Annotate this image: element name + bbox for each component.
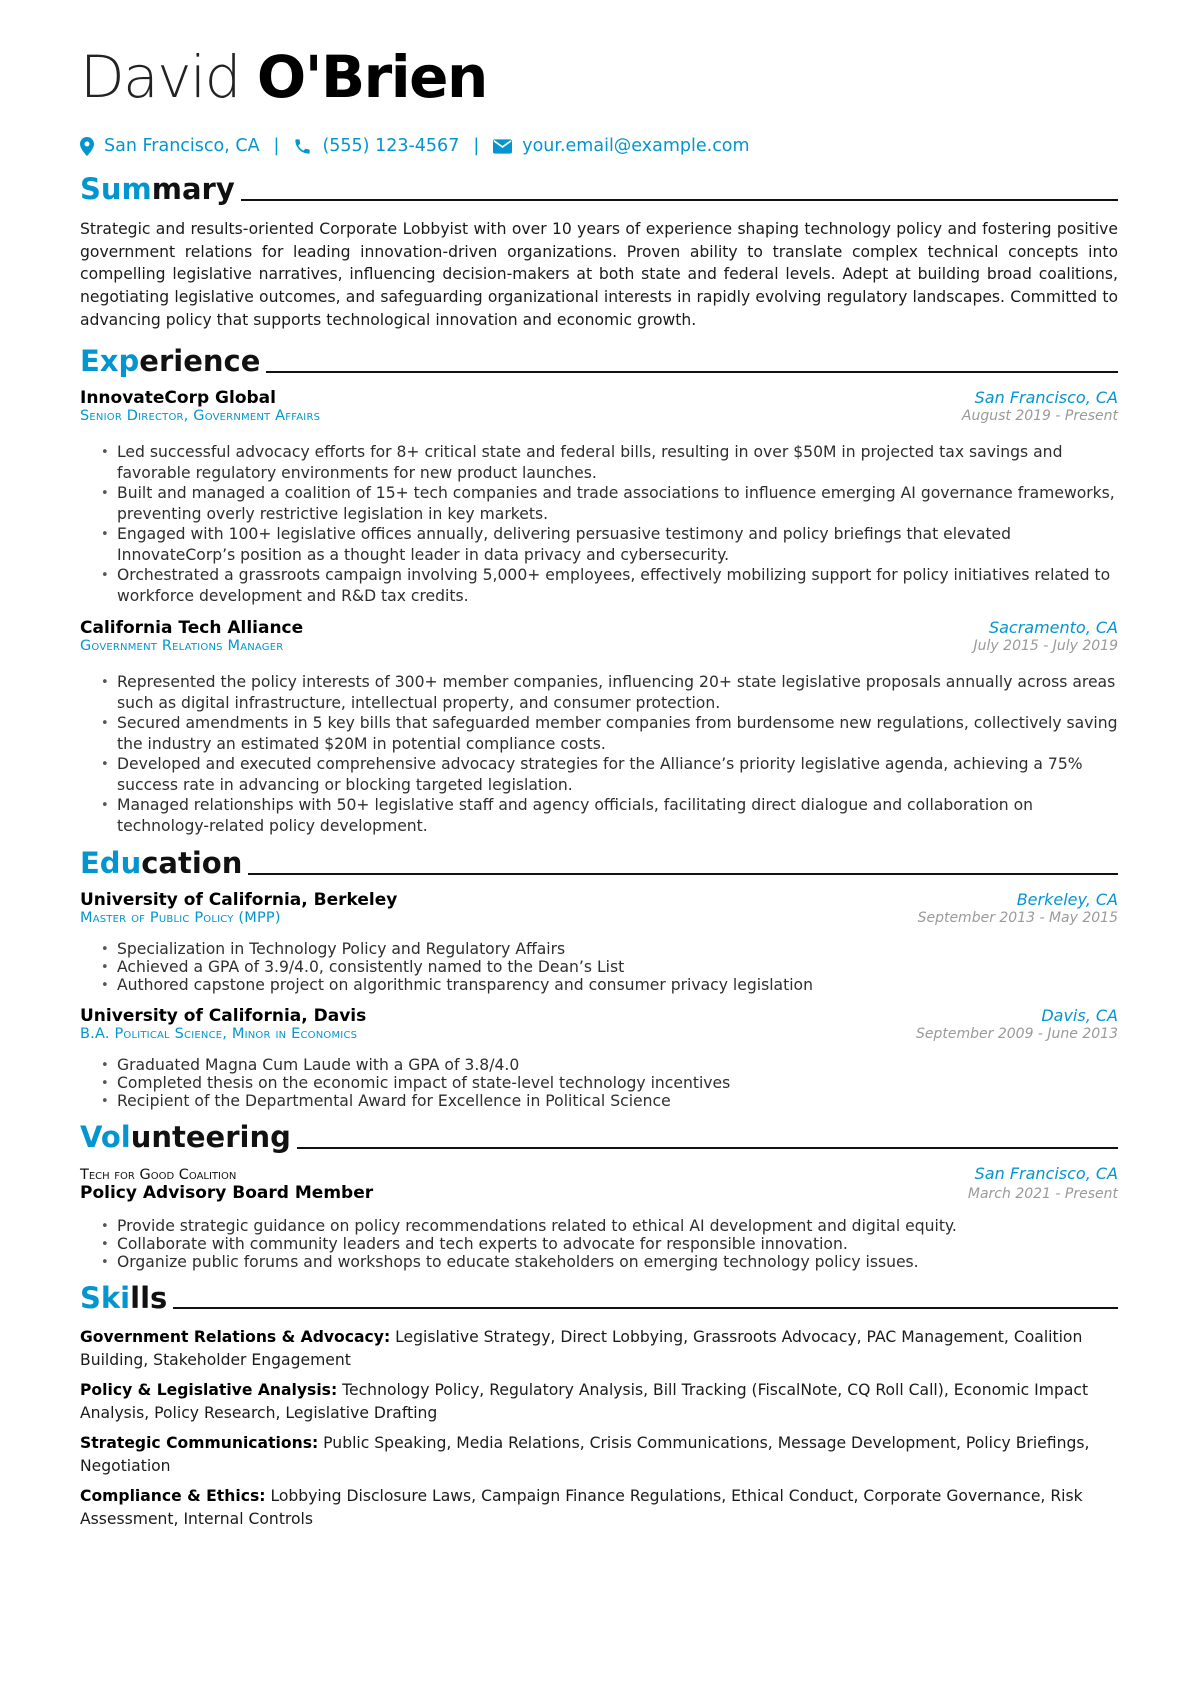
entry-location: Sacramento, CA xyxy=(988,617,1118,637)
skill-items: Public Speaking, Media Relations, Crisis Communications, Message Development, Policy Briefings, Negotiation xyxy=(80,1434,1090,1475)
section-title: Volunteering xyxy=(80,1119,291,1154)
contact-line xyxy=(80,136,1118,156)
contact-phone[interactable] xyxy=(293,136,459,156)
last-name: O'Brien xyxy=(256,43,487,111)
entry-location: Davis, CA xyxy=(1041,1005,1118,1025)
list-item: • Specialization in Technology Policy and Regulatory Affairs xyxy=(117,940,1118,959)
entry-dates: September 2009 - June 2013 xyxy=(916,1025,1118,1042)
bullet-list xyxy=(80,1217,1118,1272)
entry-location: San Francisco, CA xyxy=(974,1163,1118,1183)
education-section-header xyxy=(80,845,1118,880)
bullet-list xyxy=(80,940,1118,995)
candidate-name xyxy=(80,43,1118,111)
list-item: • Graduated Magna Cum Laude with a GPA of 3.8/4.0 xyxy=(117,1056,1118,1075)
list-item: • Achieved a GPA of 3.9/4.0, consistently named to the Dean’s List xyxy=(117,958,1118,977)
skill-items: Technology Policy, Regulatory Analysis, Bill Tracking (FiscalNote, CQ Roll Call), Economic Impact Analysis, Policy Research, Legislative Drafting xyxy=(80,1381,1089,1422)
experience-entry xyxy=(80,388,1118,607)
list-item: • Completed thesis on the economic impact of state-level technology incentives xyxy=(117,1074,1118,1093)
experience-entry xyxy=(80,618,1118,837)
section-rule xyxy=(173,1307,1118,1309)
bullet-list xyxy=(80,442,1118,607)
school: University of California, Berkeley xyxy=(80,889,398,910)
volunteer-role: Policy Advisory Board Member xyxy=(80,1182,374,1203)
list-item: • Engaged with 100+ legislative offices annually, delivering persuasive testimony and policy briefings that elevated InnovateCorp’s position as a thought leader in data privacy and cybersecurity. xyxy=(117,524,1118,566)
contact-location xyxy=(80,136,260,156)
volunteering-entry xyxy=(80,1164,1118,1272)
entry-location: San Francisco, CA xyxy=(974,387,1118,407)
organization: Tech for Good Coalition xyxy=(80,1166,237,1183)
entry-dates: July 2015 - July 2019 xyxy=(973,637,1118,654)
skill-group xyxy=(80,1485,1118,1530)
list-item: • Developed and executed comprehensive advocacy strategies for the Alliance’s priority legislative agenda, achieving a 75% success rate in advancing or blocking targeted legislation. xyxy=(117,754,1118,796)
section-title: Experience xyxy=(80,343,261,378)
phone-text: (555) 123-4567 xyxy=(322,136,460,156)
list-item: • Secured amendments in 5 key bills that safeguarded member companies from burdensome new regulations, collectively saving the industry an estimated $20M in potential compliance costs. xyxy=(117,713,1118,755)
skills-list xyxy=(80,1326,1118,1530)
skill-group xyxy=(80,1326,1118,1371)
section-rule xyxy=(241,199,1118,201)
skill-items: Lobbying Disclosure Laws, Campaign Finance Regulations, Ethical Conduct, Corporate Governance, Risk Assessment, Internal Controls xyxy=(80,1487,1083,1528)
organization: InnovateCorp Global xyxy=(80,387,276,408)
education-entry xyxy=(80,890,1118,995)
section-title: Education xyxy=(80,845,243,880)
list-item: • Organize public forums and workshops to educate stakeholders on emerging technology policy issues. xyxy=(117,1253,1118,1272)
bullet-list xyxy=(80,672,1118,837)
contact-separator: | xyxy=(473,136,480,156)
entry-dates: March 2021 - Present xyxy=(967,1185,1118,1202)
phone-icon xyxy=(293,137,312,156)
summary-text: Strategic and results-oriented Corporate Lobbyist with over 10 years of experience shaping technology policy and fostering positive government relations for leading innovation-driven organizations. Proven ability to translate complex technical concepts into compelling legislative narratives, influencing decision-makers at both state and federal levels. Adept at building broad coalitions, negotiating legislative outcomes, and safeguarding organizational interests in rapidly evolving regulatory landscapes. Committed to advancing policy that supports technological innovation and economic growth. xyxy=(80,219,1118,330)
list-item: • Recipient of the Departmental Award for Excellence in Political Science xyxy=(117,1092,1118,1111)
summary-section-header xyxy=(80,174,1118,206)
education-entry xyxy=(80,1006,1118,1111)
list-item: • Collaborate with community leaders and tech experts to advocate for responsible innovation. xyxy=(117,1235,1118,1254)
contact-separator: | xyxy=(273,136,280,156)
skill-group xyxy=(80,1432,1118,1477)
list-item: • Represented the policy interests of 300+ member companies, influencing 20+ state legislative proposals annually across areas such as digital infrastructure, intellectual property, and consumer protection. xyxy=(117,672,1118,714)
contact-email[interactable] xyxy=(493,136,749,156)
job-title: Government Relations Manager xyxy=(80,637,284,654)
list-item: • Authored capstone project on algorithmic transparency and consumer privacy legislation xyxy=(117,976,1118,995)
experience-section-header xyxy=(80,343,1118,378)
job-title: Senior Director, Government Affairs xyxy=(80,407,321,424)
email-link: your.email@example.com xyxy=(522,136,750,156)
skills-section-header xyxy=(80,1280,1118,1315)
school: University of California, Davis xyxy=(80,1005,367,1026)
list-item: • Led successful advocacy efforts for 8+ critical state and federal bills, resulting in over $50M in projected tax savings and favorable regulatory environments for new product launches. xyxy=(117,442,1118,484)
skill-category: Strategic Communications: xyxy=(80,1434,319,1453)
volunteering-section-header xyxy=(80,1119,1118,1154)
section-title: Summary xyxy=(80,172,235,206)
section-title: Skills xyxy=(80,1280,168,1315)
first-name: David xyxy=(80,43,240,111)
list-item: • Managed relationships with 50+ legislative staff and agency officials, facilitating direct dialogue and collaboration on technology-related policy development. xyxy=(117,795,1118,837)
organization: California Tech Alliance xyxy=(80,617,304,638)
list-item: • Orchestrated a grassroots campaign involving 5,000+ employees, effectively mobilizing support for policy initiatives related to workforce development and R&D tax credits. xyxy=(117,565,1118,607)
list-item: • Built and managed a coalition of 15+ tech companies and trade associations to influence emerging AI governance frameworks, preventing overly restrictive legislation in key markets. xyxy=(117,483,1118,525)
bullet-list xyxy=(80,1056,1118,1111)
list-item: • Provide strategic guidance on policy recommendations related to ethical AI development and digital equity. xyxy=(117,1217,1118,1236)
skill-category: Policy & Legislative Analysis: xyxy=(80,1381,338,1400)
skill-group xyxy=(80,1379,1118,1424)
entry-location: Berkeley, CA xyxy=(1016,889,1118,909)
location-text: San Francisco, CA xyxy=(104,136,260,156)
section-rule xyxy=(248,873,1118,875)
skill-category: Government Relations & Advocacy: xyxy=(80,1328,391,1347)
degree: B.A. Political Science, Minor in Economics xyxy=(80,1025,358,1042)
degree: Master of Public Policy (MPP) xyxy=(80,909,281,926)
skill-category: Compliance & Ethics: xyxy=(80,1487,266,1506)
map-pin-icon xyxy=(80,137,94,156)
skill-items: Legislative Strategy, Direct Lobbying, Grassroots Advocacy, PAC Management, Coalition Building, Stakeholder Engagement xyxy=(80,1328,1083,1369)
section-rule xyxy=(266,371,1118,373)
envelope-icon xyxy=(493,139,512,154)
entry-dates: August 2019 - Present xyxy=(961,407,1118,424)
section-rule xyxy=(297,1147,1118,1149)
entry-dates: September 2013 - May 2015 xyxy=(917,909,1118,926)
